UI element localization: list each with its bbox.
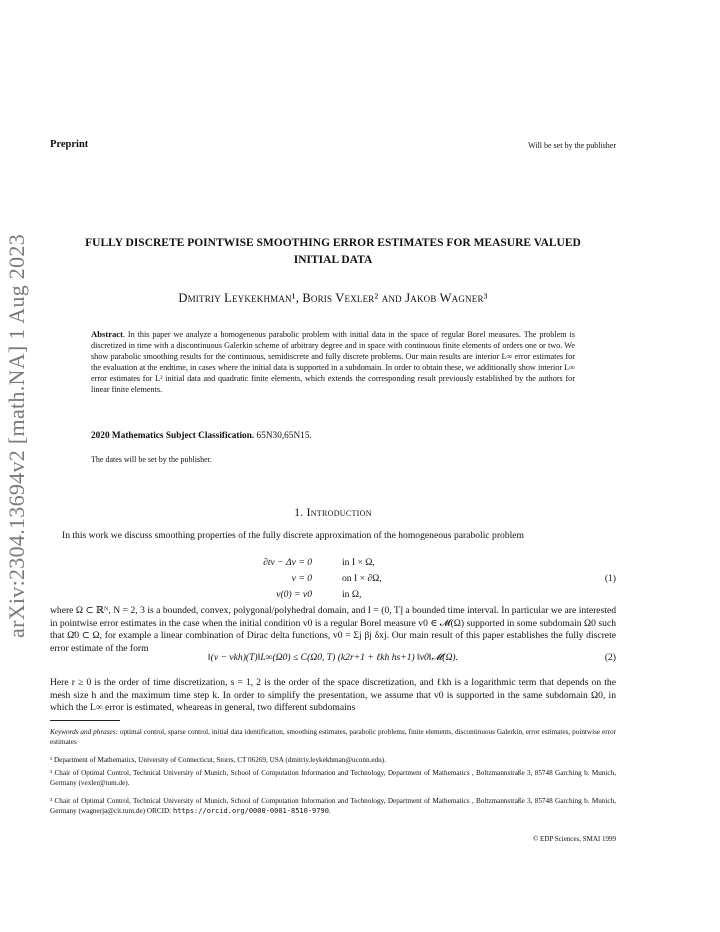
footnote-1: ¹ Department of Mathematics, University of Connecticut, Storrs, CT 06269, USA (dmitriy.leykekhman@uconn.edu). — [50, 756, 386, 764]
abstract-text: . In this paper we analyze a homogeneous parabolic problem with initial data in the space of regular Borel measures. The problem is discretized in time with a discontinuous Galerkin scheme of arbitrary degree and in space with continuous finite elements of orders one or two. We show parabolic smoothing results for the continuous, semidiscrete and fully discrete problems. Our main results are interior L∞ error estimates for the evaluation at the endtime, in cases where the initial data is supported in a subdomain. In order to obtain these, we additionally show interior L∞ error estimates for L² initial data and quadratic finite elements, which extends the corresponding result previously established by the authors for linear finite elements. — [91, 330, 575, 394]
equation-1-row-3 — [50, 589, 616, 601]
header-publisher-note: Will be set by the publisher — [528, 141, 616, 150]
dates-note: The dates will be set by the publisher. — [91, 455, 212, 464]
intro-paragraph-3: Here r ≥ 0 is the order of time discretization, s = 1, 2 is the order of the space discretization, and ℓkh is a logarithmic term that depends on the mesh size h and the maximum time step k. In order to simplify the presentation, we assume that v0 is supported in the same subdomain Ω0, in which the L∞ error is estimated, wheareas in general, two different subdomains — [50, 677, 616, 713]
header-preprint: Preprint — [50, 139, 89, 150]
arxiv-stamp: arXiv:2304.13694v2 [math.NA] 1 Aug 2023 — [4, 234, 29, 638]
keywords-label: Keywords and phrases: — [50, 728, 118, 736]
eq1-lhs-2: v = 0 — [291, 573, 312, 584]
footnote-rule — [50, 720, 120, 721]
equation-1-row-2 — [50, 573, 616, 585]
section-heading: 1. Introduction — [294, 507, 372, 519]
msc-label: 2020 Mathematics Subject Classification. — [91, 431, 255, 441]
title-line-1: FULLY DISCRETE POINTWISE SMOOTHING ERROR ESTIMATES FOR MEASURE VALUED — [85, 237, 581, 249]
title-line-2: INITIAL DATA — [293, 254, 373, 266]
footnote-3-text: ³ Chair of Optimal Control, Technical University of Munich, School of Computation Information and Technology, Department of Mathematics , Boltzmannstraße 3, 85748 Garching b. Munich, Germany (wagnerja@cit.tum.de) ORCID: — [50, 797, 616, 815]
footnote-3-end: . — [328, 806, 331, 815]
equation-1-row-1 — [50, 557, 616, 569]
intro-paragraph-1: In this work we discuss smoothing properties of the fully discrete approximation of the homogeneous parabolic problem — [62, 530, 524, 541]
footnote-keywords — [50, 728, 616, 747]
eq1-lhs-1: ∂tv − Δv = 0 — [263, 557, 312, 568]
eq1-rhs-1: in I × Ω, — [342, 557, 375, 568]
equation-2 — [50, 652, 616, 663]
authors: Dmitriy Leykekhman¹, Boris Vexler² and Jakob Wagner³ — [178, 291, 488, 305]
equation-2-body: ‖(v − vkh)(T)‖L∞(Ω0) ≤ C(Ω0, T) (k2r+1 + ℓkh hs+1) ‖v0‖𝓜(Ω). — [207, 652, 459, 663]
eq1-lhs-3: v(0) = v0 — [276, 589, 312, 600]
intro-paragraph-2: where Ω ⊂ ℝᴺ, N = 2, 3 is a bounded, convex, polygonal/polyhedral domain, and I = (0, T] a bounded time interval. In particular we are interested in pointwise error estimates in the case when the initial condition v0 is a regular Borel measure v0 ∈ 𝓜(Ω) supported in some subdomain Ω0 such that Ω̄0 ⊂ Ω, for example a linear combination of Dirac delta functions, v0 = Σj βj δxj. Our main result of this paper establishes the fully discrete error estimate of the form — [50, 605, 616, 654]
equation-1-number: (1) — [604, 573, 616, 584]
eq1-rhs-3: in Ω, — [342, 589, 362, 600]
orcid-link[interactable]: https://orcid.org/0000-0001-8510-9790 — [172, 806, 329, 815]
paper-title — [50, 235, 616, 269]
copyright: © EDP Sciences, SMAI 1999 — [532, 835, 616, 843]
msc-classification — [91, 431, 312, 441]
footnote-3 — [50, 797, 616, 816]
footnote-2: ² Chair of Optimal Control, Technical University of Munich, School of Computation Information and Technology, Department of Mathematics , Boltzmannstraße 3, 85748 Garching b. Munich, Germany (vexler@tum.de). — [50, 769, 616, 787]
abstract-label: Abstract — [91, 329, 123, 339]
abstract — [91, 329, 575, 395]
msc-value: 65N30,65N15. — [256, 431, 312, 441]
eq1-rhs-2: on I × ∂Ω, — [342, 573, 382, 584]
equation-2-number: (2) — [604, 652, 616, 663]
keywords-text: optimal control, sparse control, initial data identification, smoothing estimates, parabolic problems, finite elements, discontinuous Galerkin, error estimates, pointwise error estimates — [50, 728, 616, 746]
